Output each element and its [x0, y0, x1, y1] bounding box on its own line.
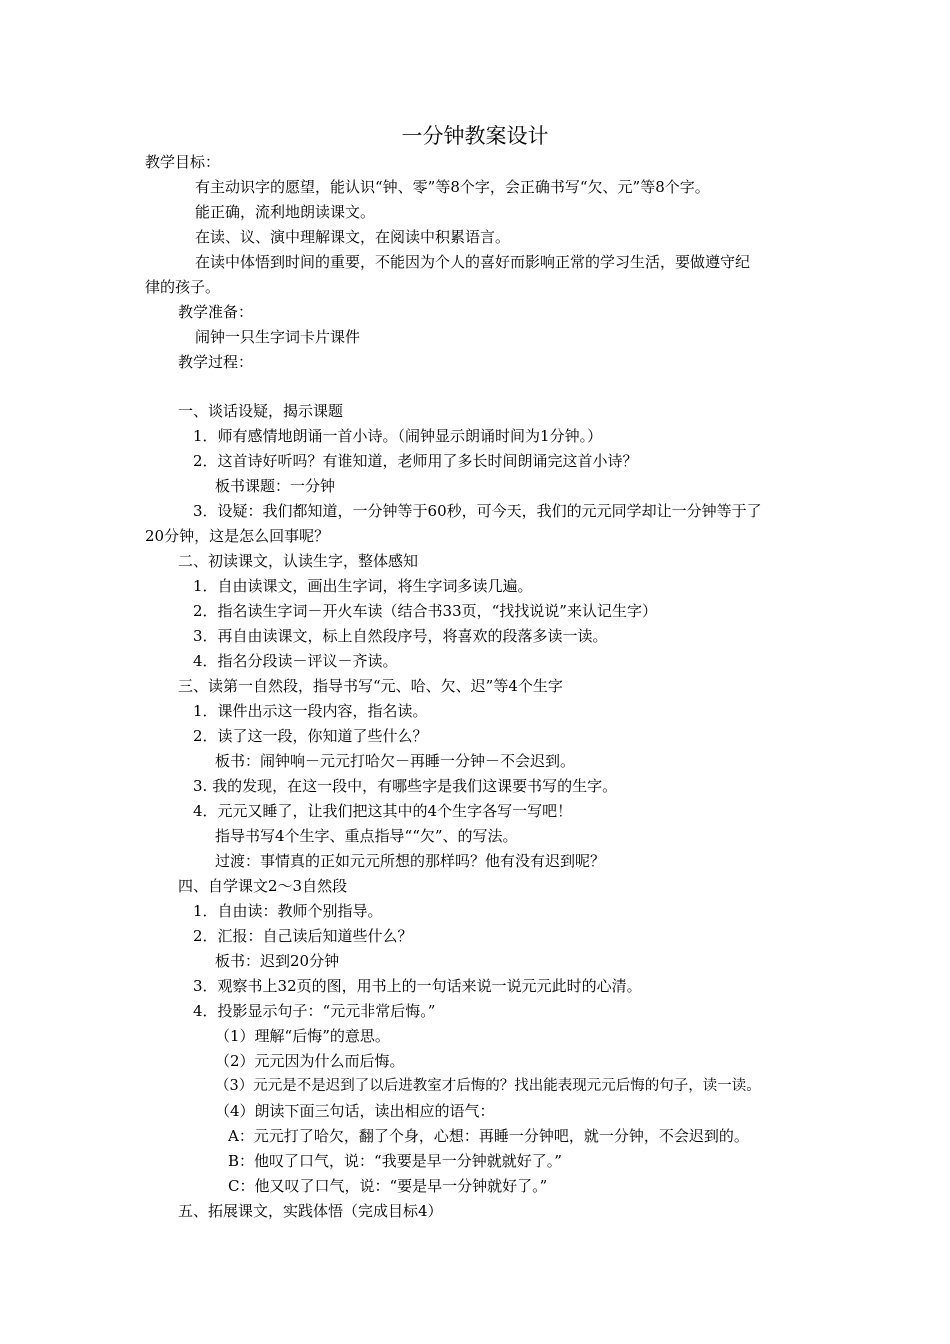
section-heading: 一、谈话设疑，揭示课题 [178, 402, 344, 420]
text-line: 教学目标： [145, 153, 221, 171]
text-line: 在读中体悟到时间的重要，不能因为个人的喜好而影响正常的学习生活，要做遵守纪 [195, 253, 751, 271]
text-line: 教学过程： [178, 353, 254, 371]
text-line: 过渡：事情真的正如元元所想的那样吗？他有没有迟到呢？ [215, 852, 606, 870]
text-line: （3）元元是不是迟到了以后进教室才后悔的？找出能表现元元后悔的句子，读一读。 [215, 1078, 761, 1094]
text-line: 板书：迟到20分钟 [215, 952, 340, 970]
text-line: （1）理解“后悔”的意思。 [215, 1027, 390, 1045]
section-heading: 四、自学课文2～3自然段 [178, 877, 348, 895]
text-line: 1．自由读：教师个别指导。 [193, 902, 383, 920]
text-line: B：他叹了口气，说：“我要是早一分钟就就好了。” [228, 1152, 562, 1170]
text-line: 有主动识字的愿望，能认识“钟、零”等8个字，会正确书写“欠、元”等8个字。 [195, 178, 710, 196]
section-heading: 三、读第一自然段，指导书写“元、哈、欠、迟”等4个生字 [178, 677, 563, 695]
text-line: 闹钟一只生字词卡片课件 [195, 328, 361, 346]
section-heading: 二、初读课文，认读生字，整体感知 [178, 552, 419, 570]
text-line: 3．观察书上32页的图，用书上的一句话来说一说元元此时的心清。 [193, 977, 642, 995]
text-line: 律的孩子。 [145, 278, 221, 296]
text-line: 2．读了这一段，你知道了些什么？ [193, 727, 428, 745]
text-line: A：元元打了哈欠，翻了个身，心想：再睡一分钟吧，就一分钟，不会迟到的。 [228, 1127, 749, 1145]
text-line: 能正确，流利地朗读课文。 [195, 203, 376, 221]
text-line: 2．这首诗好听吗？有谁知道，老师用了多长时间朗诵完这首小诗？ [193, 452, 638, 470]
text-line: 4．指名分段读－评议－齐读。 [193, 652, 398, 670]
text-line: 在读、议、演中理解课文，在阅读中积累语言。 [195, 228, 511, 246]
section-heading: 五、拓展课文，实践体悟（完成目标4） [178, 1202, 443, 1220]
page-title: 一分钟教案设计 [401, 124, 549, 148]
text-line: 20分钟，这是怎么回事呢？ [145, 527, 330, 545]
text-line: 1．师有感情地朗诵一首小诗。（闹钟显示朗诵时间为1分钟。） [193, 427, 603, 445]
text-line: 1．自由读课文，画出生字词，将生字词多读几遍。 [193, 577, 533, 595]
text-line: 3．设疑：我们都知道，一分钟等于60秒，可今天，我们的元元同学却让一分钟等于了 [193, 502, 762, 520]
text-line: 2．汇报：自己读后知道些什么？ [193, 927, 413, 945]
text-line: 教学准备： [178, 303, 254, 321]
text-line: （4）朗读下面三句话，读出相应的语气： [215, 1102, 495, 1120]
text-line: C：他又叹了口气，说：“要是早一分钟就好了。” [228, 1177, 548, 1195]
text-line: 板书课题：一分钟 [215, 477, 336, 495]
text-line: 3. 我的发现，在这一段中，有哪些字是我们这课要书写的生字。 [193, 777, 618, 795]
text-line: 指导书写4个生字、重点指导““欠”、的写法。 [215, 827, 518, 845]
text-line: 4．元元又睡了，让我们把这其中的4个生字各写一写吧！ [193, 802, 573, 820]
text-line: （2）元元因为什么而后悔。 [215, 1052, 405, 1070]
text-line: 4．投影显示句子：“元元非常后悔。” [193, 1002, 436, 1020]
text-line: 3．再自由读课文，标上自然段序号，将喜欢的段落多读一读。 [193, 627, 608, 645]
text-line: 1．课件出示这一段内容，指名读。 [193, 702, 428, 720]
text-line: 板书：闹钟响－元元打哈欠－再睡一分钟－不会迟到。 [215, 752, 576, 770]
text-line: 2．指名读生字词－开火车读（结合书33页，“找找说说”来认记生字） [193, 602, 657, 620]
